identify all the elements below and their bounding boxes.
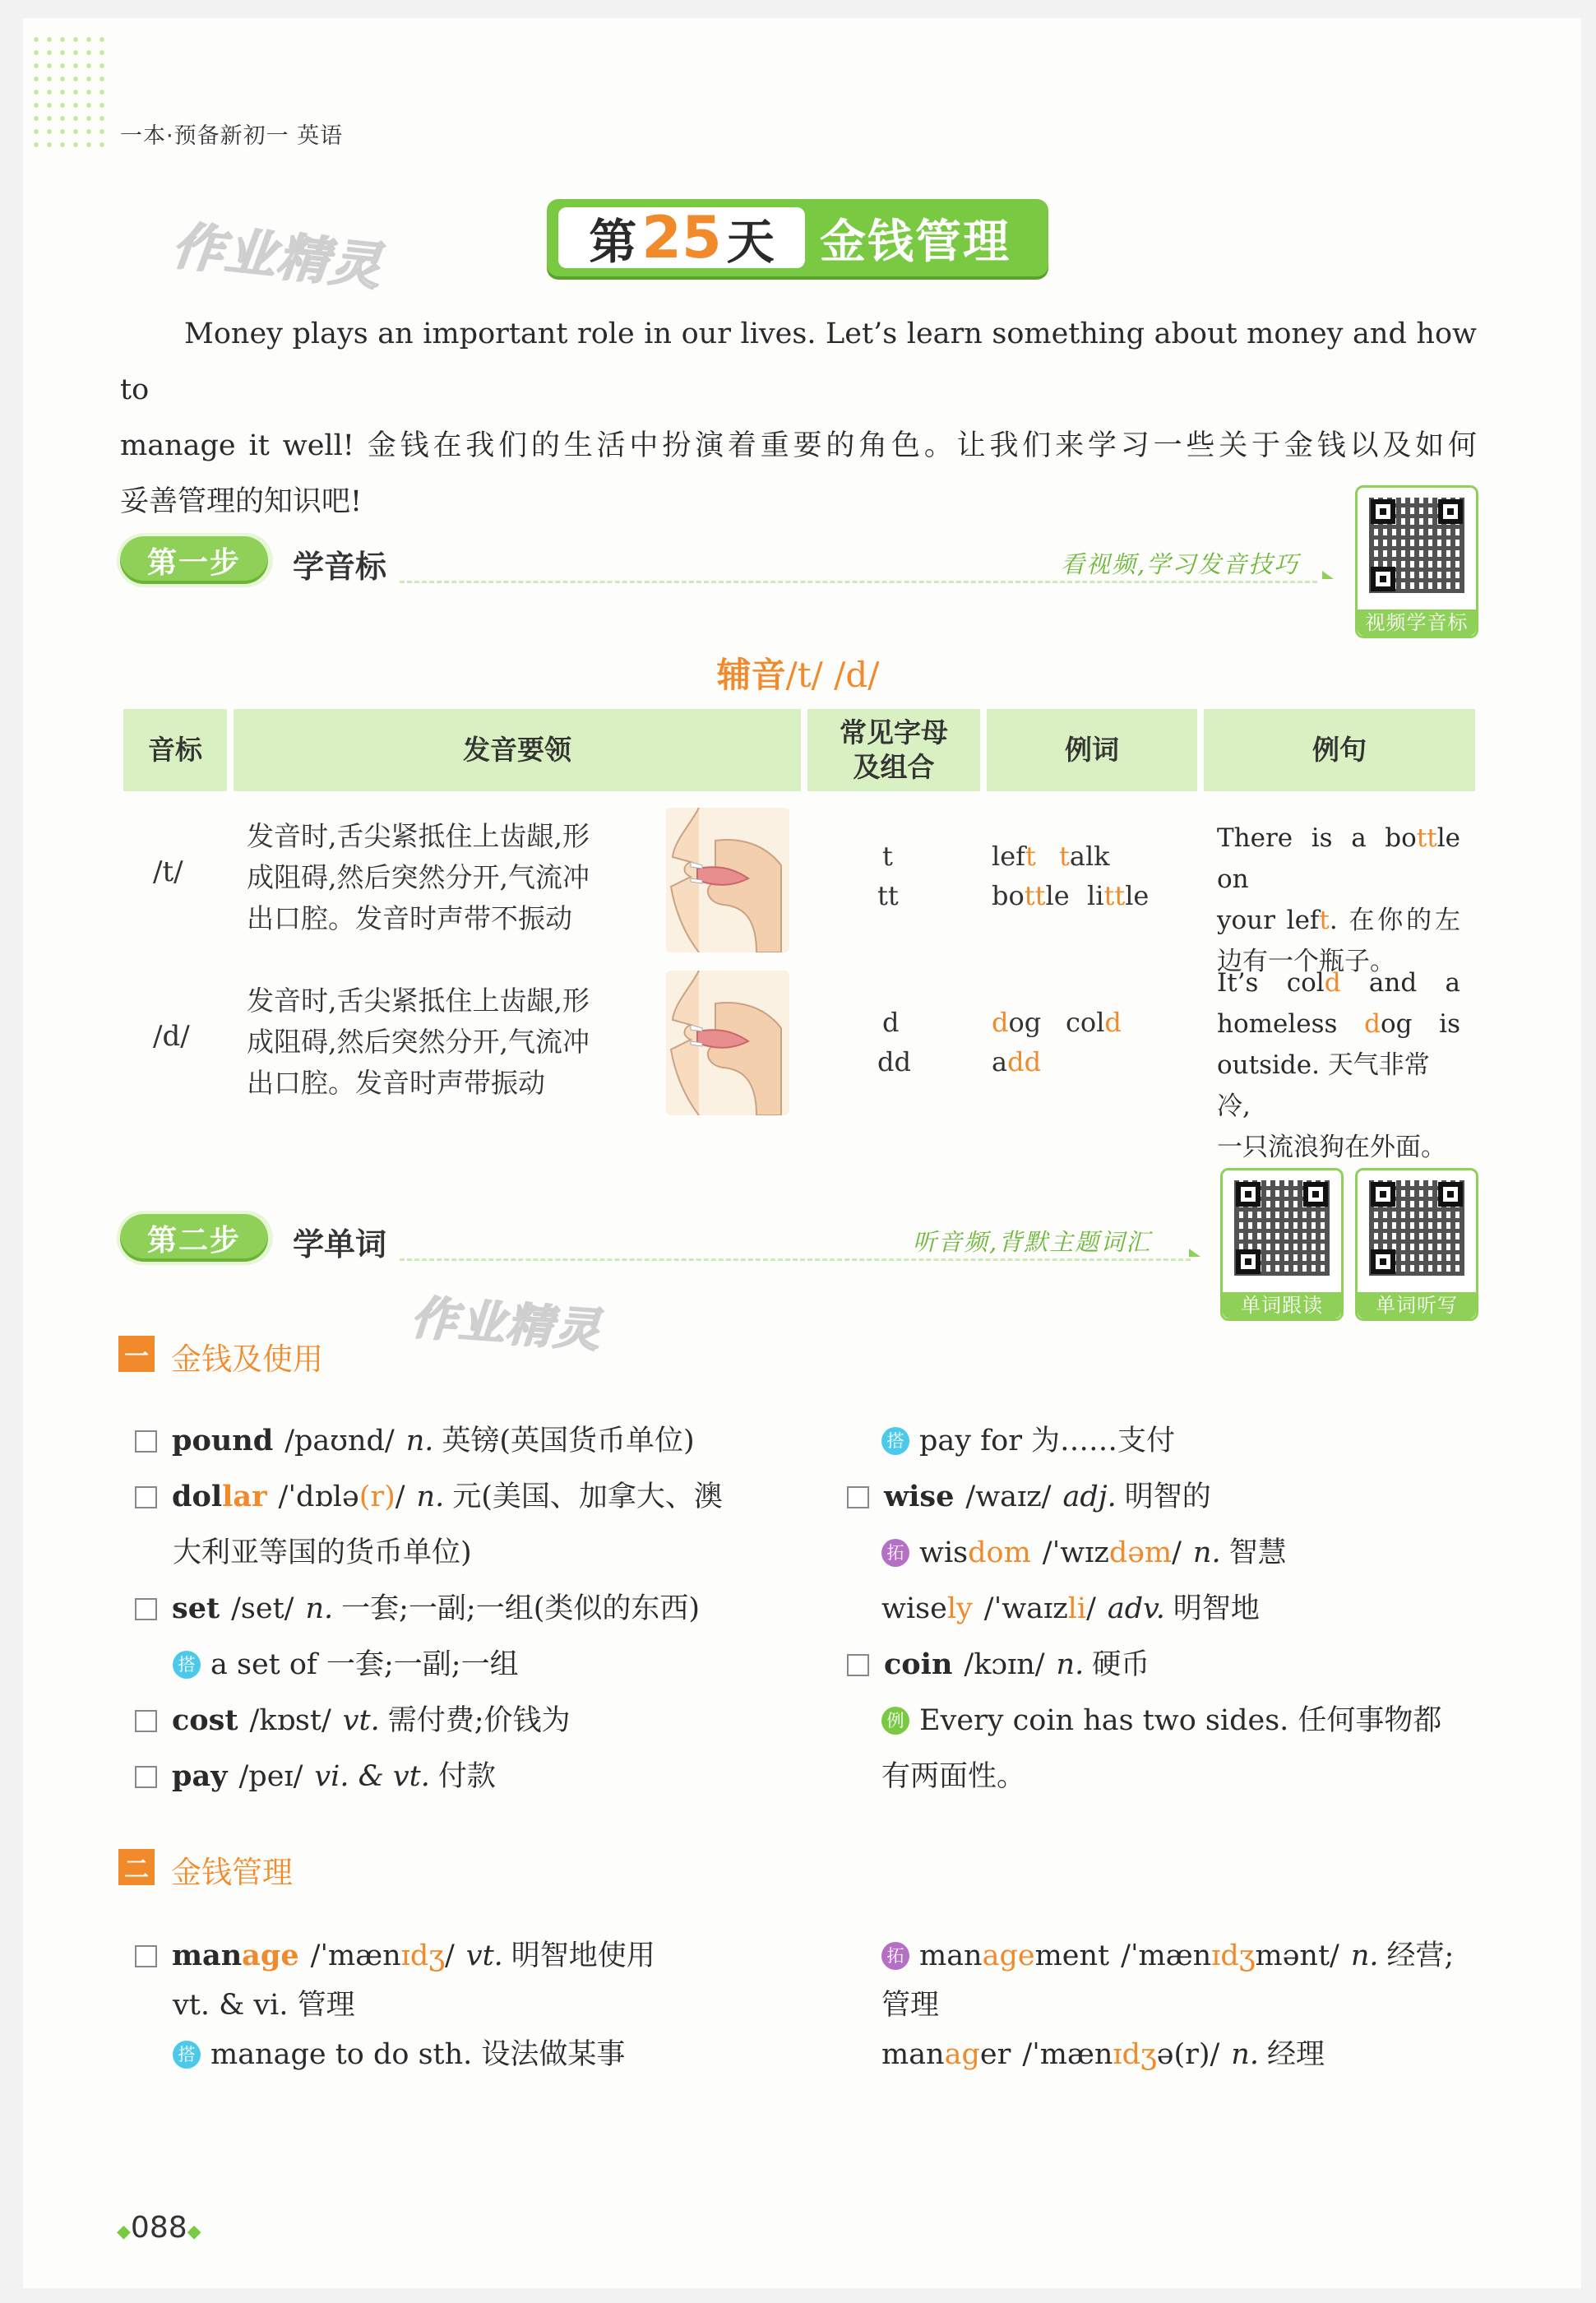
extension-tag-icon: 拓 [881, 1942, 909, 1970]
vocab-meaning: 经理 [1266, 2038, 1325, 2071]
sent-highlight: t [1319, 906, 1330, 935]
sentence-line: 边有一个瓶子。 [1217, 947, 1395, 976]
th-symbol: 音标 [123, 709, 227, 791]
step1-hint-arrow-icon [1322, 571, 1334, 579]
book-header: 一本·预备新初一 英语 [120, 123, 344, 149]
qr-word-reading[interactable] [1220, 1168, 1344, 1321]
watermark-logo: 作业精灵 [409, 1291, 604, 1359]
qr-label: 单词听写 [1358, 1292, 1476, 1318]
sent-part: homeless [1217, 1009, 1365, 1039]
example-word-add [992, 1046, 1041, 1077]
consonant-title-text: 辅音 [716, 655, 786, 695]
vocab-manage-line2: vt. & vi. 管理 [173, 1989, 355, 2022]
vocab-manage [135, 1931, 793, 1981]
word-highlight: t [1059, 841, 1070, 872]
day-number-box [558, 204, 805, 271]
page-number-text: 088 [130, 2211, 187, 2245]
vocab-pound [135, 1413, 776, 1469]
vocab-management-line2: 管理 [881, 1989, 940, 2022]
word-highlight: t [1025, 841, 1036, 872]
vocab-pay-phrase [847, 1413, 1488, 1469]
vocab-pos: n. [1231, 2038, 1259, 2071]
collocation-tag-icon: 搭 [173, 2041, 201, 2069]
word-part: man [919, 1939, 983, 1972]
ipa-highlight: (r) [359, 1480, 396, 1513]
sent-part: og is [1380, 1009, 1460, 1039]
step1-dashline [400, 581, 1317, 583]
vocab-ipa: /kɒst/ [249, 1704, 331, 1737]
ipa-part: mənt/ [1255, 1939, 1339, 1972]
qr-finder-icon [1438, 499, 1463, 524]
row-d-tip-line: 成阻碍,然后突然分开,气流冲 [247, 1026, 590, 1058]
checkbox[interactable] [135, 1598, 157, 1620]
vocab-meaning: 明智地使用 [511, 1939, 655, 1972]
vocab-ipa [1022, 2030, 1219, 2079]
step1-pill: 第一步 [120, 536, 268, 584]
th-letters-text: 常见字母及组合 [840, 716, 948, 783]
vocab-meaning: 英镑(英国货币单位) [442, 1425, 695, 1457]
vocab-meaning: 经营; [1386, 1939, 1455, 1972]
word-highlight: d [1104, 1007, 1122, 1038]
row-t-tip-line: 出口腔。发音时声带不振动 [247, 902, 572, 934]
word-part: dol [172, 1480, 223, 1513]
ipa-part: / [1172, 1536, 1182, 1569]
word-part: le [1045, 880, 1070, 911]
step1-hint: 看视频,学习发音技巧 [1061, 550, 1300, 578]
sent-highlight: d [1324, 968, 1341, 998]
word-part: bo [992, 880, 1025, 911]
ipa-part: /ˈwaɪz [983, 1592, 1068, 1625]
collocation-tag-icon: 搭 [881, 1427, 909, 1455]
diamond-icon: ◆ [117, 2222, 131, 2242]
day-number: 25 [641, 204, 722, 271]
vocab-meaning-cont: 大利亚等国的货币单位) [173, 1536, 472, 1569]
word-part: ment [1034, 1939, 1110, 1972]
mouth-diagram-d [666, 971, 789, 1115]
example-word-little [1087, 880, 1149, 911]
diamond-icon: ◆ [187, 2222, 201, 2242]
word-part: wise [881, 1592, 947, 1625]
vocab-ipa [1043, 1525, 1182, 1581]
word-part: a [992, 1046, 1008, 1077]
vocab-ipa: /set/ [231, 1592, 294, 1625]
checkbox[interactable] [135, 1486, 157, 1508]
vocab-ipa: /paʊnd/ [285, 1425, 395, 1457]
vocab-set-phrase [135, 1637, 776, 1693]
sent-part: There is a bo [1217, 823, 1417, 853]
qr-finder-icon [1236, 1182, 1261, 1207]
vocab-ipa: /waɪz/ [965, 1480, 1052, 1513]
word-highlight: tt [1103, 880, 1126, 911]
section2-number: 二 [118, 1849, 155, 1885]
qr-finder-icon [1438, 1182, 1463, 1207]
vocab-pos: vt. [342, 1704, 380, 1737]
section2-left-col [135, 1931, 793, 2079]
row-t-symbol: /t/ [153, 855, 183, 888]
consonant-title [0, 648, 1596, 697]
sent-part: It’s col [1217, 968, 1325, 998]
vocab-coin [847, 1637, 1488, 1693]
ipa-part: ə(r)/ [1156, 2038, 1220, 2071]
vocab-word: cost [172, 1703, 238, 1737]
qr-finder-icon [1371, 1182, 1395, 1207]
vocab-word: set [172, 1592, 220, 1625]
vocab-word: pound [172, 1424, 274, 1457]
row-d-sentence [1217, 962, 1460, 1168]
ipa-highlight: ɪdʒ [1211, 1939, 1256, 1972]
intro-line-3: 妥善管理的知识吧! [120, 485, 363, 518]
row-d-tip-line: 发音时,舌尖紧抵住上齿龈,形 [247, 985, 590, 1017]
qr-finder-icon [1303, 1182, 1328, 1207]
ipa-part: / [1086, 1592, 1096, 1625]
vocab-ipa: /peɪ/ [238, 1760, 303, 1793]
row-t-tip [247, 816, 590, 939]
page-number [117, 2211, 201, 2245]
word-part: lef [992, 841, 1026, 872]
vocab-word: wise [884, 1480, 955, 1513]
day-topic: 金钱管理 [820, 215, 1011, 269]
vocab-cost [135, 1693, 776, 1749]
vocab-word [919, 1931, 1109, 1981]
vocab-pos: n. [1056, 1648, 1085, 1681]
th-sentence: 例句 [1204, 709, 1475, 791]
word-part: man [172, 1939, 243, 1972]
example-text: Every coin has two sides. 任何事物都 [919, 1704, 1442, 1737]
qr-video-phonetics[interactable] [1355, 485, 1478, 638]
ipa-part: /ˈmæn [1121, 1939, 1212, 1972]
vocab-pos: n. [1192, 1536, 1221, 1569]
ipa-part: /ˈmæn [1022, 2038, 1113, 2071]
vocab-ipa [1121, 1931, 1339, 1981]
vocab-word [172, 1931, 299, 1981]
vocab-meaning: 明智地 [1173, 1592, 1260, 1625]
day-suffix: 天 [726, 214, 775, 270]
vocab-pos: adj. [1062, 1480, 1117, 1513]
word-highlight: lar [222, 1480, 267, 1513]
qr-label: 视频学音标 [1358, 609, 1476, 636]
row-t-tip-line: 发音时,舌尖紧抵住上齿龈,形 [247, 820, 590, 852]
checkbox[interactable] [135, 1710, 157, 1732]
th-tips: 发音要领 [234, 709, 801, 791]
vocab-meaning: 一套;一副;一组(类似的东西) [341, 1592, 701, 1625]
word-highlight: ly [946, 1592, 973, 1625]
section1-right-col [847, 1413, 1488, 1805]
day-prefix: 第 [589, 214, 637, 270]
mouth-diagram-t [666, 808, 789, 952]
qr-finder-icon [1236, 1249, 1261, 1274]
sent-part: le on [1217, 823, 1460, 894]
row-t-sentence [1217, 818, 1460, 982]
section1-left-col [135, 1413, 776, 1805]
row-t-letter: t [882, 841, 893, 872]
vocab-pos: n. [416, 1480, 445, 1513]
collocation-tag-icon: 搭 [173, 1651, 201, 1679]
ipa-part: /ˈdɒlə [278, 1480, 359, 1513]
watermark-logo: 作业精灵 [169, 215, 386, 298]
extension-tag-icon: 拓 [881, 1539, 909, 1567]
vocab-meaning: 需付费;价钱为 [387, 1704, 571, 1737]
vocab-word [919, 1525, 1031, 1581]
consonant-title-ipa: /t/ /d/ [785, 655, 880, 695]
ipa-highlight: ɪdʒ [1113, 2038, 1157, 2071]
word-part: er [979, 2038, 1011, 2071]
word-part: alk [1069, 841, 1110, 872]
row-d-letter: d [882, 1007, 900, 1038]
word-highlight: dd [1007, 1046, 1042, 1077]
word-highlight: age [982, 1939, 1035, 1972]
sentence-line [1217, 962, 1460, 1003]
vocab-word [172, 1469, 267, 1525]
intro-line-1: Money plays an important role in our lives. Let’s learn something about money and how to [120, 317, 1477, 406]
word-highlight: tt [1024, 880, 1046, 911]
qr-word-dictation[interactable] [1355, 1168, 1478, 1321]
sentence-line [1217, 1003, 1460, 1045]
vocab-meaning: 元(美国、加拿大、澳 [452, 1480, 723, 1513]
sentence-line: 一只流浪狗在外面。 [1217, 1133, 1446, 1162]
vocab-pos: vi. & vt. [314, 1760, 430, 1793]
section1-title: 金钱及使用 [171, 1341, 323, 1377]
sentence-line [1217, 900, 1460, 941]
section2-title: 金钱管理 [171, 1855, 293, 1890]
vocab-dollar [135, 1469, 776, 1525]
row-d-letter: dd [877, 1046, 911, 1077]
checkbox[interactable] [135, 1766, 157, 1788]
word-highlight: dom [968, 1536, 1031, 1569]
ipa-part: / [395, 1480, 405, 1513]
example-word-dog [992, 1007, 1041, 1038]
th-letters [807, 709, 980, 791]
step2-hint-arrow-icon [1189, 1249, 1200, 1257]
checkbox[interactable] [847, 1486, 869, 1508]
ipa-highlight: li [1067, 1592, 1087, 1625]
decor-dots [30, 33, 112, 148]
step2-title: 学单词 [293, 1226, 387, 1263]
vocab-ipa [311, 1931, 455, 1981]
vocab-ipa: /kɔɪn/ [964, 1648, 1045, 1681]
qr-label: 单词跟读 [1223, 1292, 1341, 1318]
vocab-meaning: 硬币 [1092, 1648, 1150, 1681]
vocab-manager [881, 2030, 1482, 2079]
sent-highlight: tt [1416, 823, 1437, 853]
sent-part: and a [1340, 968, 1461, 998]
phrase-text: a set of 一套;一副;一组 [210, 1648, 519, 1681]
section1-number: 一 [118, 1336, 155, 1372]
vocab-set [135, 1581, 776, 1637]
example-word-left [992, 841, 1036, 872]
vocab-word [881, 1581, 973, 1637]
step2-hint: 听音频,背默主题词汇 [913, 1228, 1152, 1256]
sentence-line: outside. 天气非常冷, [1217, 1050, 1430, 1121]
vocab-wisdom [847, 1525, 1488, 1581]
sent-part: . 在你的左 [1329, 906, 1460, 935]
vocab-ipa [279, 1469, 405, 1525]
word-part: le [1125, 880, 1150, 911]
vocab-pay [135, 1749, 776, 1805]
ipa-highlight: dəm [1108, 1536, 1173, 1569]
phrase-text: manage to do sth. 设法做某事 [210, 2038, 626, 2071]
ipa-highlight: ɪdʒ [400, 1939, 445, 1972]
word-highlight: ag [944, 2038, 980, 2071]
checkbox[interactable] [135, 1430, 157, 1453]
word-highlight: d [992, 1007, 1009, 1038]
row-t-letter: tt [877, 880, 899, 911]
word-highlight: age [242, 1939, 299, 1972]
example-word-talk [1059, 841, 1110, 872]
section2-right-col [881, 1931, 1482, 2079]
row-d-symbol: /d/ [153, 1020, 190, 1053]
word-part: wis [919, 1536, 969, 1569]
vocab-meaning: 智慧 [1228, 1536, 1287, 1569]
row-d-tip [247, 980, 590, 1104]
step2-pill: 第二步 [120, 1214, 268, 1262]
vocab-wise [847, 1469, 1488, 1525]
vocab-pos: adv. [1107, 1592, 1165, 1625]
sentence-line [1217, 818, 1460, 900]
ipa-part: /ˈmæn [310, 1939, 401, 1972]
word-part: li [1087, 880, 1104, 911]
example-tag-icon: 例 [881, 1707, 909, 1735]
vocab-word: coin [884, 1647, 953, 1681]
row-t-tip-line: 成阻碍,然后突然分开,气流冲 [247, 861, 590, 893]
example-word-cold [1066, 1007, 1122, 1038]
vocab-ipa [984, 1581, 1096, 1637]
day-banner [547, 199, 1048, 276]
example-text-cont: 有两面性。 [881, 1760, 1026, 1793]
sent-highlight: d [1364, 1009, 1381, 1039]
word-part: col [1066, 1007, 1105, 1038]
checkbox[interactable] [135, 1945, 157, 1967]
word-part: og [1008, 1007, 1042, 1038]
intro-line-2: manage it well! 金钱在我们的生活中扮演着重要的角色。让我们来学习一些关于金钱以及如何 [120, 429, 1477, 462]
vocab-coin-example [847, 1693, 1488, 1749]
vocab-pos: n. [305, 1592, 334, 1625]
ipa-part: / [445, 1939, 455, 1972]
vocab-meaning: 付款 [437, 1760, 496, 1793]
vocab-pos: n. [1350, 1939, 1379, 1972]
vocab-wisely [847, 1581, 1488, 1637]
qr-finder-icon [1371, 1249, 1395, 1274]
phrase-text: pay for 为……支付 [919, 1425, 1176, 1457]
vocab-manage-phrase [135, 2030, 793, 2079]
vocab-pos: n. [405, 1425, 434, 1457]
vocab-meaning: 明智的 [1124, 1480, 1211, 1513]
ipa-part: /ˈwɪz [1042, 1536, 1109, 1569]
row-d-tip-line: 出口腔。发音时声带振动 [247, 1067, 545, 1099]
checkbox[interactable] [847, 1654, 869, 1676]
qr-finder-icon [1371, 567, 1395, 591]
vocab-pos: vt. [465, 1939, 503, 1972]
sent-part: your lef [1217, 906, 1320, 935]
intro-text [120, 306, 1477, 530]
step1-title: 学音标 [293, 549, 387, 585]
word-part: man [881, 2038, 945, 2071]
example-word-bottle [992, 880, 1070, 911]
vocab-word: pay [172, 1759, 228, 1793]
th-words: 例词 [987, 709, 1197, 791]
step2-dashline [400, 1258, 1191, 1261]
qr-finder-icon [1371, 499, 1395, 524]
vocab-word [881, 2030, 1011, 2079]
vocab-management [881, 1931, 1482, 1981]
